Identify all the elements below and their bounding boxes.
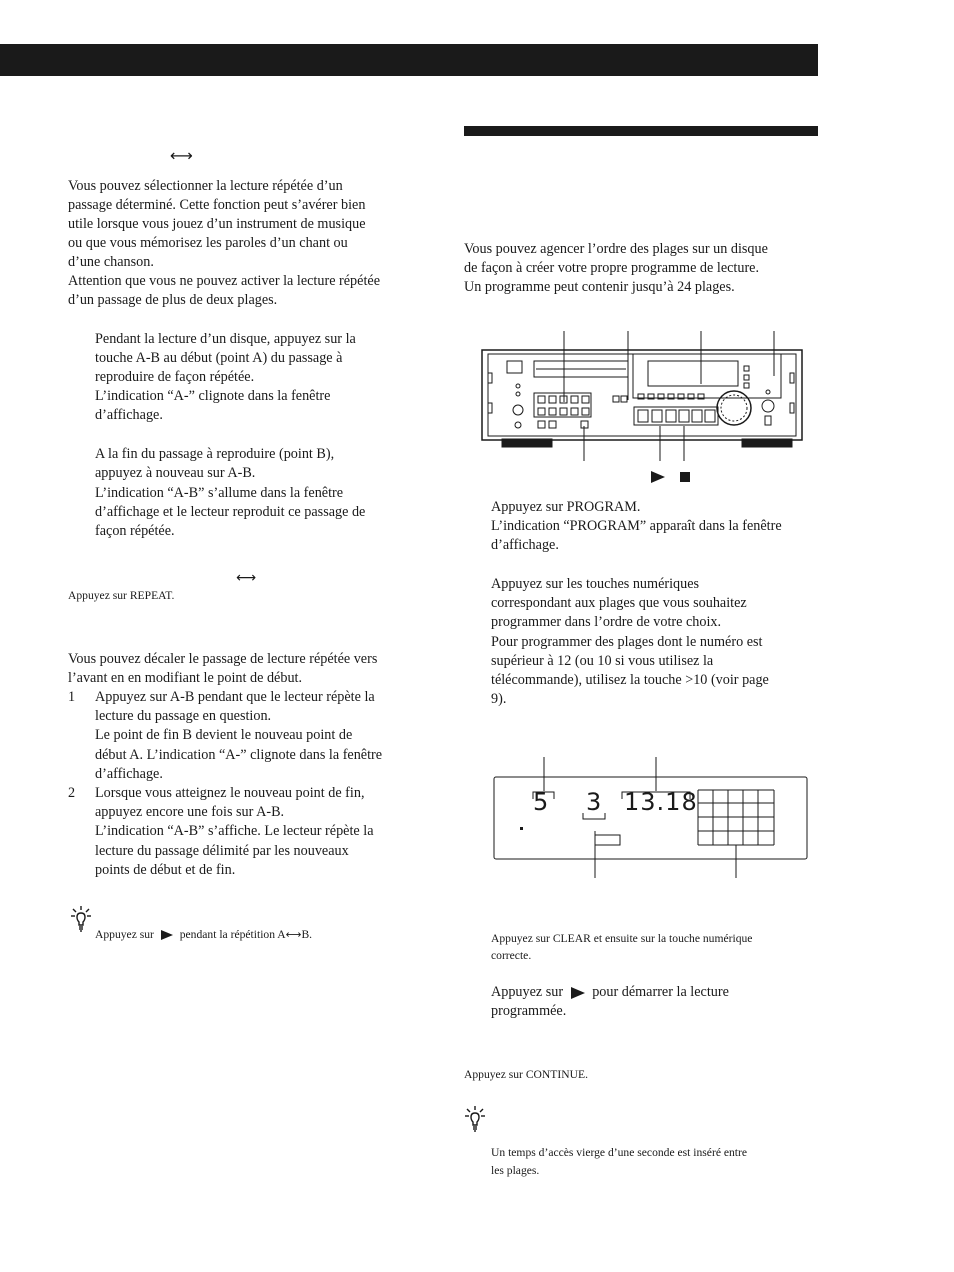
play-icon — [651, 468, 665, 486]
display-step-number: 3 — [586, 788, 602, 816]
text-line: de façon à créer votre propre programme de lecture. — [464, 260, 760, 276]
display-illustration — [490, 755, 812, 880]
text-line: d’affichage. — [95, 766, 163, 782]
text-fragment: Appuyez sur — [491, 984, 564, 1000]
tip-text: pendant la répétition A — [179, 928, 286, 941]
text-line: Vous pouvez sélectionner la lecture répétée d’un — [68, 178, 343, 194]
display-time: 13.18 — [624, 788, 698, 816]
text-line: L’indication “A-B” s’allume dans la fenêtre — [95, 485, 344, 501]
arrow-double-icon: ⟷ — [285, 928, 302, 941]
text-line: Pour programmer des plages dont le numéro est — [491, 634, 763, 650]
display-track-number: 5 — [533, 788, 550, 816]
text-line: correcte. — [491, 949, 532, 962]
text-line: passage déterminé. Cette fonction peut s’avérer bien — [68, 197, 366, 213]
text-line: Attention que vous ne pouvez activer la lecture répétée — [68, 273, 380, 289]
text-line: d’affichage. — [491, 537, 559, 553]
text-line: utile lorsque vous jouez d’un instrument de musique — [68, 216, 366, 232]
section-rule — [464, 126, 818, 136]
text-line: supérieur à 12 (ou 10 si vous utilisez la — [491, 653, 714, 669]
text-line: ou que vous mémorisez les paroles d’un chant ou — [68, 235, 348, 251]
text-line: Appuyez sur CLEAR et ensuite sur la touche numérique — [491, 932, 753, 945]
text-line: les plages. — [491, 1164, 540, 1177]
text-line: programmer dans l’ordre de votre choix. — [491, 614, 722, 630]
arrow-double-icon: ⟷ — [236, 570, 257, 586]
text-line: programmée. — [491, 1003, 567, 1019]
text-line: L’indication “A-B” s’affiche. Le lecteur répète la — [95, 823, 374, 839]
repeat-note: Appuyez sur REPEAT. — [68, 589, 175, 602]
text-line: d’un passage de plus de deux plages. — [68, 292, 278, 308]
right-step-3 — [491, 983, 729, 1002]
text-line: Vous pouvez agencer l’ordre des plages sur un disque — [464, 241, 768, 257]
arrow-double-icon: ⟷ — [170, 146, 193, 165]
text-line: L’indication “PROGRAM” apparaît dans la fenêtre — [491, 518, 782, 534]
text-line: façon répétée. — [95, 523, 175, 539]
cd-player-illustration — [478, 328, 808, 483]
step-number: 2 — [68, 785, 76, 801]
text-line: Appuyez sur PROGRAM. — [491, 499, 641, 515]
stop-icon — [680, 468, 690, 486]
text-line: reproduire de façon répétée. — [95, 369, 255, 385]
text-line: L’indication “A-” clignote dans la fenêtre — [95, 388, 331, 404]
text-line: touche A-B au début (point A) du passage à — [95, 350, 343, 366]
text-line: lecture du passage en question. — [95, 708, 272, 724]
lightbulb-tip-icon — [70, 905, 92, 935]
text-line: Vous pouvez décaler le passage de lecture répétée vers — [68, 651, 378, 667]
text-line: Lorsque vous atteignez le nouveau point de fin, — [95, 785, 365, 801]
text-line: l’avant en en modifiant le point de début. — [68, 670, 303, 686]
tip-text: Appuyez sur — [95, 928, 154, 941]
text-line: correspondant aux plages que vous souhaitez — [491, 595, 747, 611]
text-line: télécommande), utilisez la touche >10 (voir page — [491, 672, 769, 688]
text-line: appuyez à nouveau sur A-B. — [95, 465, 256, 481]
header-bar — [0, 44, 818, 76]
step-number: 1 — [68, 689, 76, 705]
text-fragment: pour démarrer la lecture — [592, 984, 729, 1000]
lightbulb-tip-icon — [464, 1105, 486, 1135]
tip-text: B. — [301, 928, 313, 941]
text-line: lecture du passage délimité par les nouveaux — [95, 843, 349, 859]
text-line: A la fin du passage à reproduire (point B), — [95, 446, 335, 462]
text-line: 9). — [491, 691, 507, 707]
text-line: appuyez encore une fois sur A-B. — [95, 804, 285, 820]
continue-note: Appuyez sur CONTINUE. — [464, 1068, 588, 1081]
text-line: points de début et de fin. — [95, 862, 236, 878]
left-tip-line — [95, 926, 312, 944]
text-line: Un programme peut contenir jusqu’à 24 plages. — [464, 279, 735, 295]
text-line: Le point de fin B devient le nouveau point de — [95, 727, 353, 743]
text-line: d’affichage et le lecteur reproduit ce passage de — [95, 504, 366, 520]
play-icon — [161, 930, 173, 940]
text-line: début A. L’indication “A-” clignote dans la fenêtre — [95, 747, 383, 763]
play-icon — [571, 987, 585, 999]
text-line: Appuyez sur A-B pendant que le lecteur répète la — [95, 689, 375, 705]
text-line: d’une chanson. — [68, 254, 154, 270]
text-line: Appuyez sur les touches numériques — [491, 576, 700, 592]
text-line: Pendant la lecture d’un disque, appuyez sur la — [95, 331, 356, 347]
text-line: d’affichage. — [95, 407, 163, 423]
text-line: Un temps d’accès vierge d’une seconde est inséré entre — [491, 1146, 748, 1159]
